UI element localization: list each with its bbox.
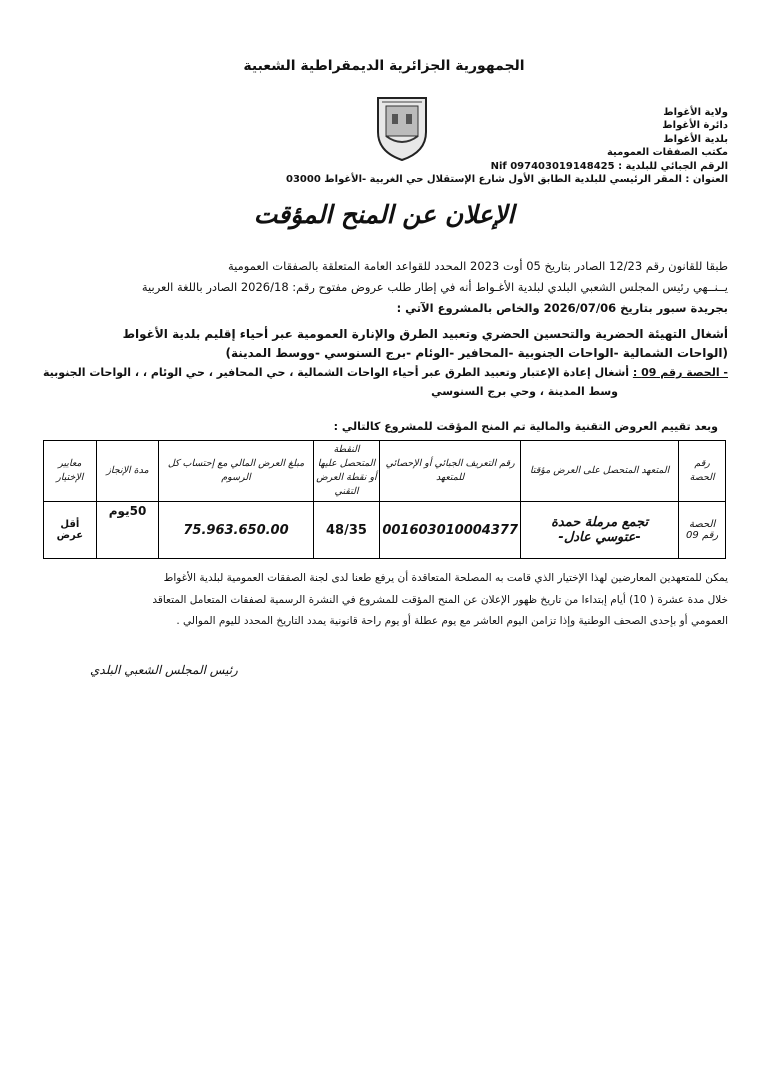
project-description	[18, 325, 728, 401]
appeal-paragraph	[28, 568, 728, 633]
bidder-member: -عتوسي عادل-	[558, 530, 641, 545]
intro-line-1: طبقا للقانون رقم 12/23 الصادر بتاريخ 05 أوت 2023 المحدد للقواعد العامة المتعلقة بالصفقات العمومية	[227, 259, 728, 273]
appeal-line-2: خلال مدة عشرة ( 10) أيام إبتداءا من تاريخ ظهور الإعلان عن المنح المؤقت للمشروع في النشرة الرسمية لصفقات المتعامل المتعاقد	[152, 593, 728, 606]
issuer-block	[285, 106, 728, 186]
cell-score: 48/35	[313, 502, 380, 559]
republic-heading: الجمهورية الجزائرية الديمقراطية الشعبية	[243, 58, 525, 74]
cell-bidder	[521, 502, 679, 559]
nif-line	[288, 160, 728, 173]
evaluation-intro: وبعد تقييم العروض التقنية والمالية تم المنح المؤقت للمشروع كالتالي :	[333, 420, 718, 433]
cell-tax-id: 001603010004377	[380, 502, 521, 559]
header-bidder: المتعهد المتحصل على العرض مؤقتا	[521, 441, 679, 502]
project-line-1: أشغال التهيئة الحضرية والتحسين الحضري وتعبيد الطرق والإنارة العمومية عبر أحياء إقليم بلدية الأغواط	[122, 327, 728, 341]
address-text: العنوان : المقر الرئيسي للبلدية الطابق الأول شارع الإستقلال حي الغربية -الأغواط 03000	[285, 174, 728, 186]
table-row	[44, 502, 726, 559]
signature-title: رئيس المجلس الشعبي البلدي	[90, 663, 238, 677]
lot-line	[18, 363, 728, 382]
header-duration: مدة الإنجاز	[96, 441, 159, 502]
header-amount: مبلغ العرض المالي مع إحتساب كل الرسوم	[159, 441, 313, 502]
intro-line-2: يــنــهي رئيس المجلس الشعبي البلدي لبلدية الأغـواط أنه في إطار طلب عروض مفتوح رقم: 2026/18 الصادر باللغة العربية	[141, 280, 728, 294]
award-table	[43, 440, 726, 559]
project-line-2: (الواحات الشمالية -الواحات الجنوبية -المحافير -الوئام -برج السنوسي -ووسط المدينة)	[225, 346, 728, 360]
wilaya-text: ولاية الأغواط	[663, 107, 728, 118]
cell-amount: 75.963.650.00	[159, 502, 313, 559]
cell-duration: 50يوم	[96, 502, 159, 559]
header-lot: رقم الحصة	[679, 441, 726, 502]
header-score: النقطة المتحصل عليها أو نقطة العرض التقني	[313, 441, 380, 502]
office-text: مكتب الصفقات العمومية	[606, 147, 728, 159]
daira-text: دائرة الأغواط	[662, 120, 728, 132]
bidder-name: تجمع مرملة حمدة	[551, 515, 649, 530]
cell-lot: الحصة رقم 09	[679, 502, 726, 559]
intro-line-3: بجريدة سبور بتاريخ 2026/07/06 والخاص بالمشروع الآتي :	[396, 301, 728, 315]
lot-text: أشغال إعادة الإعتبار وتعبيد الطرق عبر أحياء الواحات الشمالية ، حي المحافير ، حي الوئام ، ، الواحات الجنوبية	[43, 366, 630, 379]
baladia-text: بلدية الأغواط	[663, 133, 728, 145]
document-title: الإعلان عن المنح المؤقت	[253, 200, 515, 229]
header-criteria: معايير الإختيار	[44, 441, 97, 502]
nif-label: الرقم الجبائي للبلدية :	[618, 160, 728, 172]
lot-line-2: وسط المدينة ، وحي برج السنوسي	[431, 385, 618, 398]
header-tax-id: رقم التعريف الجبائي أو الإحصائي للمتعهد	[380, 441, 521, 502]
nif-value: Nif 097403019148425	[490, 160, 615, 172]
appeal-line-3: العمومي أو بإحدى الصحف الوطنية وإذا تزامن اليوم العاشر مع يوم عطلة أو يوم راحة قانونية يمدد التاريخ المحدد لليوم الموالي .	[176, 615, 728, 627]
appeal-line-1: يمكن للمتعهدين المعارضين لهذا الإختيار الذي قامت به المصلحة المتعاقدة أن يرفع طعنا لدى لجنة الصفقات العمومية لبلدية الأغواط	[163, 572, 728, 584]
award-table-wrap	[43, 440, 726, 559]
table-header-row	[44, 441, 726, 502]
lot-label: - الحصة رقم 09 :	[632, 366, 728, 379]
cell-criteria: أقل عرض	[44, 502, 97, 559]
intro-paragraph	[28, 256, 728, 319]
